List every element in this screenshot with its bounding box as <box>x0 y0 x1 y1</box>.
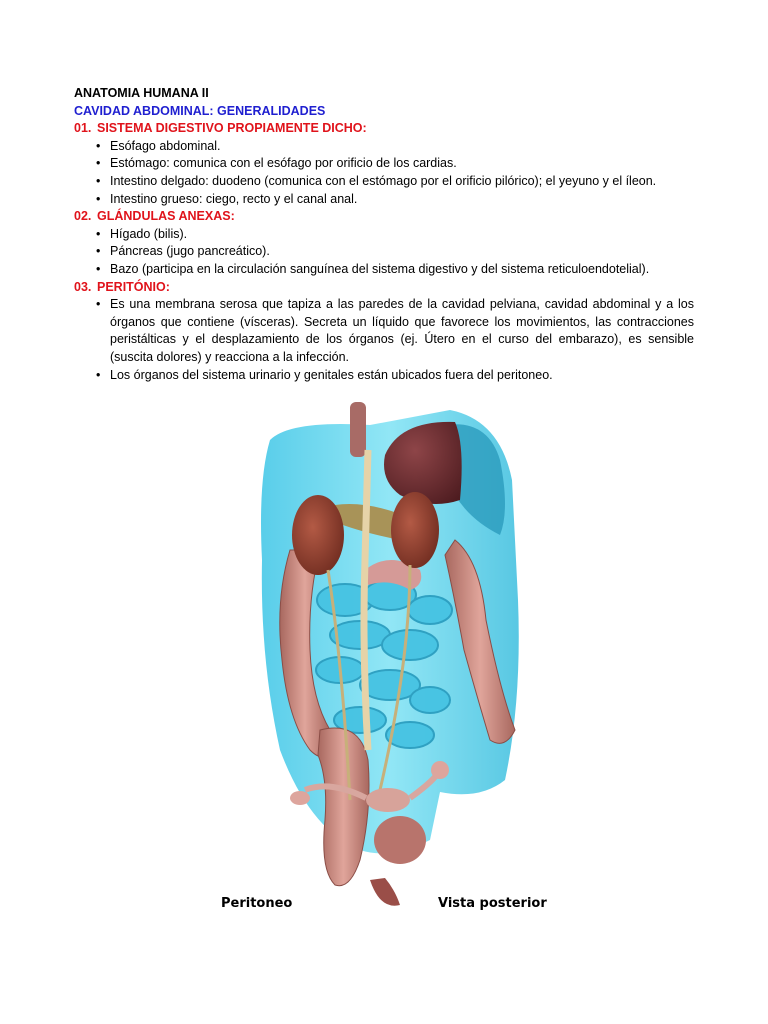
list-item: • Estómago: comunica con el esófago por orificio de los cardias. <box>74 155 696 173</box>
uterus-shape <box>366 788 410 812</box>
list-item-paragraph: • Es una membrana serosa que tapiza a las paredes de la cavidad pelviana, cavidad abdominal y a los órganos que contiene (vísceras). Secreta un líquido que favorece los movimientos, las contracciones peristálticas y el desplazamiento de los órganos (ej. Útero en el curso del embarazo), es sensible (suscita dolores) y reacciona a la infección. <box>74 296 696 366</box>
section-heading-1 <box>74 120 696 138</box>
rectum-shape <box>318 728 369 886</box>
anal-canal <box>370 878 400 906</box>
list-item: • Páncreas (jugo pancreático). <box>74 243 696 261</box>
esophagus-shape <box>350 402 366 457</box>
kidney-left <box>292 495 344 575</box>
ovary-left <box>290 791 310 805</box>
section-list-2 <box>74 226 696 279</box>
kidney-right <box>391 492 439 568</box>
section-list-3 <box>74 296 696 384</box>
section-number: 01. <box>74 121 92 136</box>
list-item: • Esófago abdominal. <box>74 138 696 156</box>
document-title: ANATOMIA HUMANA II <box>74 86 209 100</box>
section-title: GLÁNDULAS ANEXAS: <box>97 209 235 224</box>
section-heading-3 <box>74 279 696 297</box>
text-body <box>74 85 696 384</box>
section-number: 03. <box>74 279 92 294</box>
figure-caption-left: Peritoneo <box>221 896 293 911</box>
section-title: SISTEMA DIGESTIVO PROPIAMENTE DICHO: <box>97 121 367 136</box>
figure-caption-right: Vista posterior <box>438 896 547 911</box>
bladder-shape <box>374 816 426 864</box>
section-number: 02. <box>74 209 92 224</box>
ovary-right <box>431 761 449 779</box>
section-heading-2 <box>74 208 696 226</box>
list-item: • Bazo (participa en la circulación sanguínea del sistema digestivo y del sistema reticuloendotelial). <box>74 261 696 279</box>
list-item: • Intestino grueso: ciego, recto y el canal anal. <box>74 191 696 209</box>
list-item: • Intestino delgado: duodeno (comunica con el estómago por el orificio pilórico); el yeyuno y el íleon. <box>74 173 696 191</box>
list-item: • Hígado (bilis). <box>74 226 696 244</box>
list-item: • Los órganos del sistema urinario y genitales están ubicados fuera del peritoneo. <box>74 367 696 385</box>
section-title: PERITÓNIO: <box>97 279 170 294</box>
document-subtitle: CAVIDAD ABDOMINAL: GENERALIDADES <box>74 103 326 118</box>
aorta-shape <box>364 450 368 750</box>
peritoneum-illustration <box>250 400 530 920</box>
section-list-1 <box>74 138 696 208</box>
